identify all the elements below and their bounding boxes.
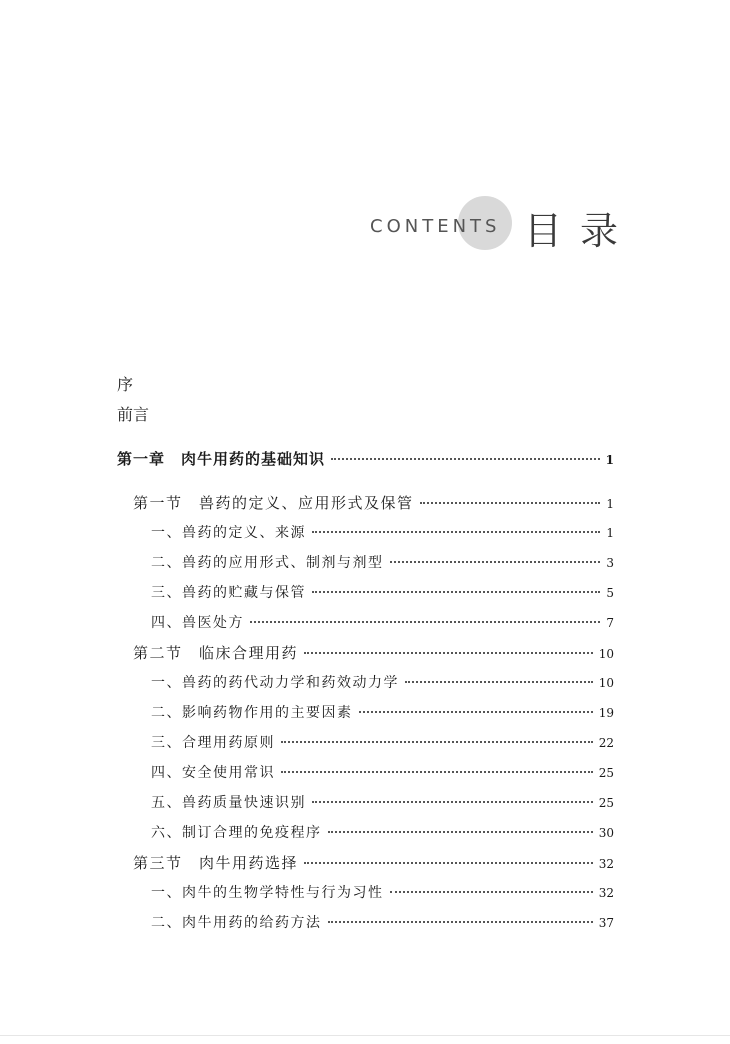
toc-item[interactable] (151, 762, 614, 782)
toc-title: 第一章 肉牛用药的基础知识 (117, 450, 326, 468)
dot-leader (420, 502, 600, 504)
toc-title: 四、兽医处方 (151, 615, 244, 631)
toc-item[interactable] (151, 822, 614, 842)
toc-page-number: 37 (598, 916, 614, 930)
toc-page-number: 25 (598, 796, 614, 810)
toc-item[interactable] (151, 582, 614, 602)
toc-page-number: 22 (598, 736, 614, 750)
dot-leader (331, 458, 600, 460)
toc-title: 一、肉牛的生物学特性与行为习性 (151, 885, 384, 901)
toc-item[interactable] (151, 732, 614, 752)
dot-leader (281, 741, 593, 743)
toc-page-number: 10 (598, 676, 614, 690)
toc-item[interactable] (151, 912, 614, 932)
toc-title: 二、兽药的应用形式、制剂与剂型 (151, 555, 384, 571)
dot-leader (312, 591, 600, 593)
dot-leader (312, 531, 600, 533)
toc-page-number: 1 (606, 526, 614, 540)
toc-title: 第二节 临床合理用药 (133, 644, 299, 662)
toc-title: 五、兽药质量快速识别 (151, 795, 306, 811)
toc-title: 第三节 肉牛用药选择 (133, 854, 299, 872)
toc-page-number: 19 (598, 706, 614, 720)
toc-page-number: 32 (598, 857, 614, 871)
dot-leader (304, 652, 593, 654)
toc-page-number: 10 (598, 647, 614, 661)
toc-title: 三、兽药的贮藏与保管 (151, 585, 306, 601)
dot-leader (281, 771, 593, 773)
toc-title: 一、兽药的定义、来源 (151, 525, 306, 541)
dot-leader (250, 621, 600, 623)
toc-page-number: 32 (598, 886, 614, 900)
toc-page-number: 30 (598, 826, 614, 840)
toc-item[interactable] (151, 792, 614, 812)
dot-leader (312, 801, 593, 803)
front-matter-foreword[interactable]: 前言 (117, 405, 150, 424)
toc-title: 三、合理用药原则 (151, 735, 275, 751)
toc-section[interactable] (133, 642, 614, 663)
toc-page-number: 5 (606, 586, 614, 600)
toc-title: 二、肉牛用药的给药方法 (151, 915, 322, 931)
dot-leader (359, 711, 593, 713)
contents-header (0, 0, 730, 300)
toc-item[interactable] (151, 612, 614, 632)
toc-title: 六、制订合理的免疫程序 (151, 825, 322, 841)
toc-page-number: 7 (606, 616, 614, 630)
page-bottom-rule (0, 1035, 730, 1036)
dot-leader (328, 831, 593, 833)
toc-item[interactable] (151, 522, 614, 542)
front-matter-preface[interactable]: 序 (117, 375, 134, 394)
toc-title: 二、影响药物作用的主要因素 (151, 705, 353, 721)
toc-title: 四、安全使用常识 (151, 765, 275, 781)
dot-leader (405, 681, 593, 683)
toc-item[interactable] (151, 672, 614, 692)
toc-item[interactable] (151, 702, 614, 722)
toc-item[interactable] (151, 552, 614, 572)
toc-title: 第一节 兽药的定义、应用形式及保管 (133, 494, 414, 512)
toc-title: 一、兽药的药代动力学和药效动力学 (151, 675, 399, 691)
toc-section[interactable] (133, 852, 614, 873)
dot-leader (390, 561, 601, 563)
toc-page-number: 1 (606, 497, 614, 511)
toc-page-number: 3 (606, 556, 614, 570)
dot-leader (328, 921, 593, 923)
toc-page-number: 25 (598, 766, 614, 780)
contents-label: CONTENTS (370, 216, 501, 237)
page-title: 目录 (524, 209, 637, 253)
toc-chapter-1[interactable] (117, 448, 614, 469)
dot-leader (304, 862, 593, 864)
toc-section[interactable] (133, 492, 614, 513)
toc-page-number: 1 (605, 453, 614, 467)
dot-leader (390, 891, 593, 893)
toc-item[interactable] (151, 882, 614, 902)
